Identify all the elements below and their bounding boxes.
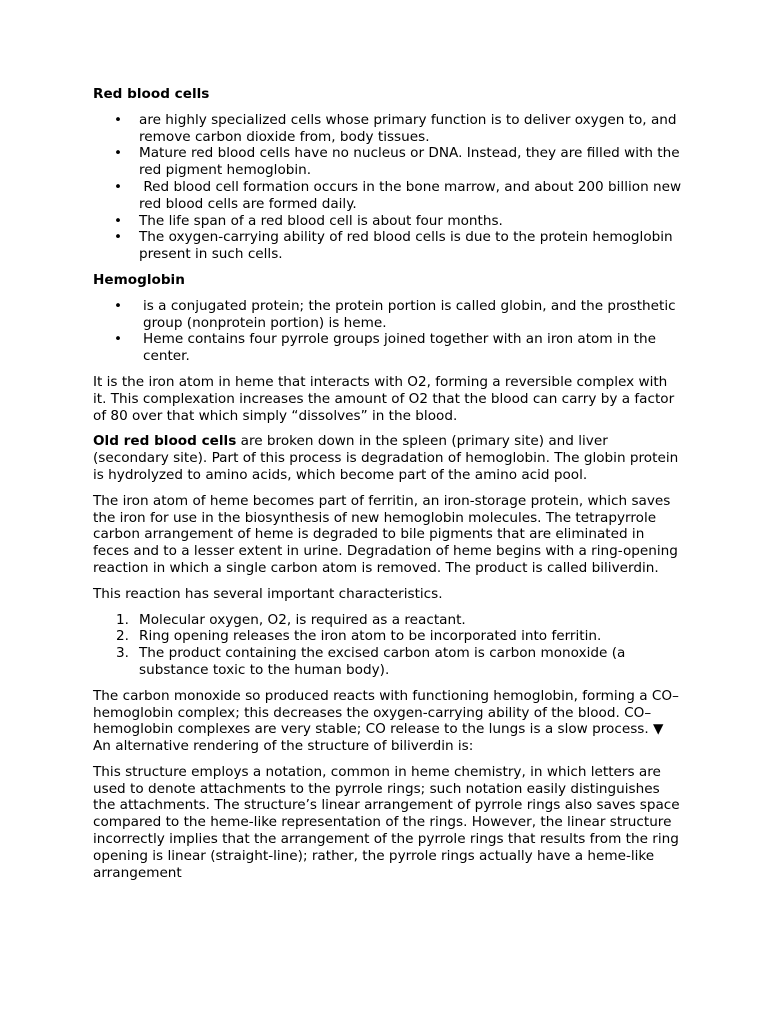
bullet-icon: • [114,297,123,314]
paragraph-reaction-intro: This reaction has several important characteristics. [93,585,443,602]
list-item-text: Molecular oxygen, O2, is required as a reactant. [139,611,466,628]
list-item-text: The oxygen-carrying ability of red blood cells is due to the protein hemoglobin present in such cells. [139,229,673,263]
paragraph-iron-atom: It is the iron atom in heme that interacts with O2, forming a reversible complex with it. This complexation increases the amount of O2 that the blood can carry by a factor of 80 over that which simply “dissolves” in the blood. [93,373,675,424]
hemoglobin-bullet-list [93,298,683,365]
paragraph-carbon-monoxide: The carbon monoxide so produced reacts with functioning hemoglobin, forming a CO–hemoglobin complex; this decreases the oxygen-carrying ability of the blood. CO–hemoglobin complexes are very stable; CO release to the lungs is a slow process. ▼ An alternative rendering of the structure of biliverdin is: [93,687,679,755]
list-item-text: are highly specialized cells whose primary function is to deliver oxygen to, and remove carbon dioxide from, body tissues. [139,111,677,145]
list-item-text: Red blood cell formation occurs in the bone marrow, and about 200 billion new red blood cells are formed daily. [139,178,686,212]
paragraph-old-red-blood-cells [93,433,683,483]
list-item [93,645,683,679]
bullet-icon: • [114,145,123,162]
list-number: 1. [116,611,129,628]
heading-hemoglobin: Hemoglobin [93,271,185,288]
document-page [93,86,686,890]
paragraph-ferritin: The iron atom of heme becomes part of ferritin, an iron-storage protein, which saves the iron for use in the biosynthesis of new hemoglobin molecules. The tetrapyrrole carbon arrangement of heme is degraded to bile pigments that are eliminated in feces and to a lesser extent in urine. Degradation of heme begins with a ring-opening reaction in which a single carbon atom is removed. The product is called biliverdin. [93,492,678,576]
list-item [93,612,683,629]
list-item [93,229,683,263]
list-item [93,145,683,179]
bullet-icon: • [114,178,123,195]
list-item [93,298,683,332]
bold-lead-text: Old red blood cells [93,433,237,450]
list-item [93,213,683,230]
bullet-icon: • [114,212,123,229]
list-item [93,331,683,365]
list-number: 3. [116,645,129,662]
rbc-bullet-list [93,111,686,263]
list-item-text: is a conjugated protein; the protein portion is called globin, and the prosthetic group (nonprotein portion) is heme. [143,297,676,331]
bullet-icon: • [114,331,123,348]
list-number: 2. [116,628,129,645]
list-item [93,628,683,645]
list-item [93,112,683,146]
list-item-text: Mature red blood cells have no nucleus or DNA. Instead, they are filled with the red pigment hemoglobin. [139,145,680,179]
list-item-text: The life span of a red blood cell is about four months. [139,212,503,229]
list-item [93,178,686,213]
paragraph-text: are broken down in the spleen (primary site) and liver (secondary site). Part of this process is degradation of hemoglobin. The globin protein is hydrolyzed to amino acids, which become part of the amino acid pool. [93,433,679,483]
heading-red-blood-cells: Red blood cells [93,86,210,102]
paragraph-structure-notation: This structure employs a notation, common in heme chemistry, in which letters are used to denote attachments to the pyrrole rings; such notation easily distinguishes the attachments. The structure’s linear arrangement of pyrrole rings also saves space compared to the heme-like representation of the rings. However, the linear structure incorrectly implies that the arrangement of the pyrrole rings that results from the ring opening is linear (straight-line); rather, the pyrrole rings actually have a heme-like arrangement [93,763,680,881]
reaction-characteristics-list [93,612,683,679]
bullet-icon: • [114,229,123,246]
bullet-icon: • [114,111,123,128]
list-item-text: Heme contains four pyrrole groups joined together with an iron atom in the center. [143,331,656,365]
list-item-text: The product containing the excised carbon atom is carbon monoxide (a substance toxic to the human body). [139,645,626,678]
list-item-text: Ring opening releases the iron atom to be incorporated into ferritin. [139,628,602,645]
